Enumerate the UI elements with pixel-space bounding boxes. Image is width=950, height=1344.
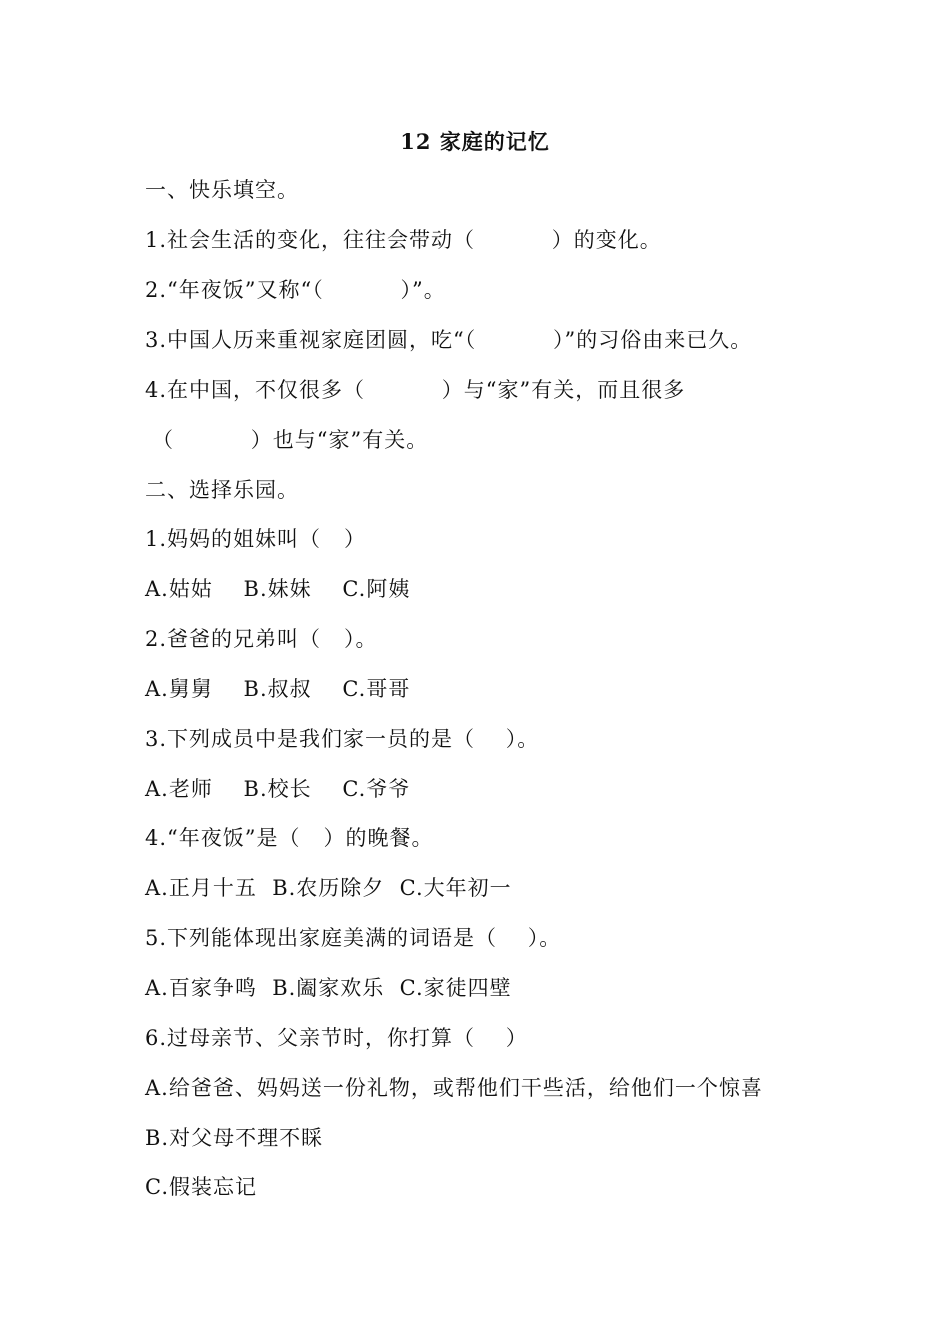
- choice-question-6: 6.过母亲节、父亲节时，你打算（ ）: [145, 1026, 528, 1050]
- section2-heading: 二、选择乐园。: [145, 478, 299, 502]
- choice-options-2: A.舅舅 B.叔叔 C.哥哥: [145, 677, 411, 701]
- fill-blank-item-4-continued: （ ）也与“家”有关。: [152, 428, 429, 452]
- page-title: 12 家庭的记忆: [400, 129, 550, 154]
- fill-blank-item-2: 2.“年夜饭”又称“（ ）”。: [145, 278, 446, 302]
- section1-heading: 一、快乐填空。: [145, 178, 299, 202]
- choice-question-3: 3.下列成员中是我们家一员的是（ ）。: [145, 727, 540, 751]
- fill-blank-item-3: 3.中国人历来重视家庭团圆，吃“（ ）”的习俗由来已久。: [145, 328, 753, 352]
- choice-question-4: 4.“年夜饭”是（ ）的晚餐。: [145, 826, 434, 850]
- choice-option-6c: C.假装忘记: [145, 1175, 257, 1199]
- choice-options-5: A.百家争鸣 B.阖家欢乐 C.家徒四壁: [145, 976, 512, 1000]
- choice-option-6b: B.对父母不理不睬: [145, 1126, 324, 1150]
- choice-options-4: A.正月十五 B.农历除夕 C.大年初一: [145, 876, 512, 900]
- choice-question-2: 2.爸爸的兄弟叫（ ）。: [145, 627, 378, 651]
- choice-options-1: A.姑姑 B.妹妹 C.阿姨: [145, 577, 411, 601]
- choice-question-5: 5.下列能体现出家庭美满的词语是（ ）。: [145, 926, 562, 950]
- choice-options-3: A.老师 B.校长 C.爷爷: [145, 777, 411, 801]
- choice-question-1: 1.妈妈的姐妹叫（ ）: [145, 527, 367, 551]
- fill-blank-item-1: 1.社会生活的变化，往往会带动（ ）的变化。: [145, 228, 662, 252]
- choice-option-6a: A.给爸爸、妈妈送一份礼物，或帮他们干些活，给他们一个惊喜: [145, 1076, 763, 1100]
- fill-blank-item-4: 4.在中国，不仅很多（ ）与“家”有关，而且很多: [145, 378, 686, 402]
